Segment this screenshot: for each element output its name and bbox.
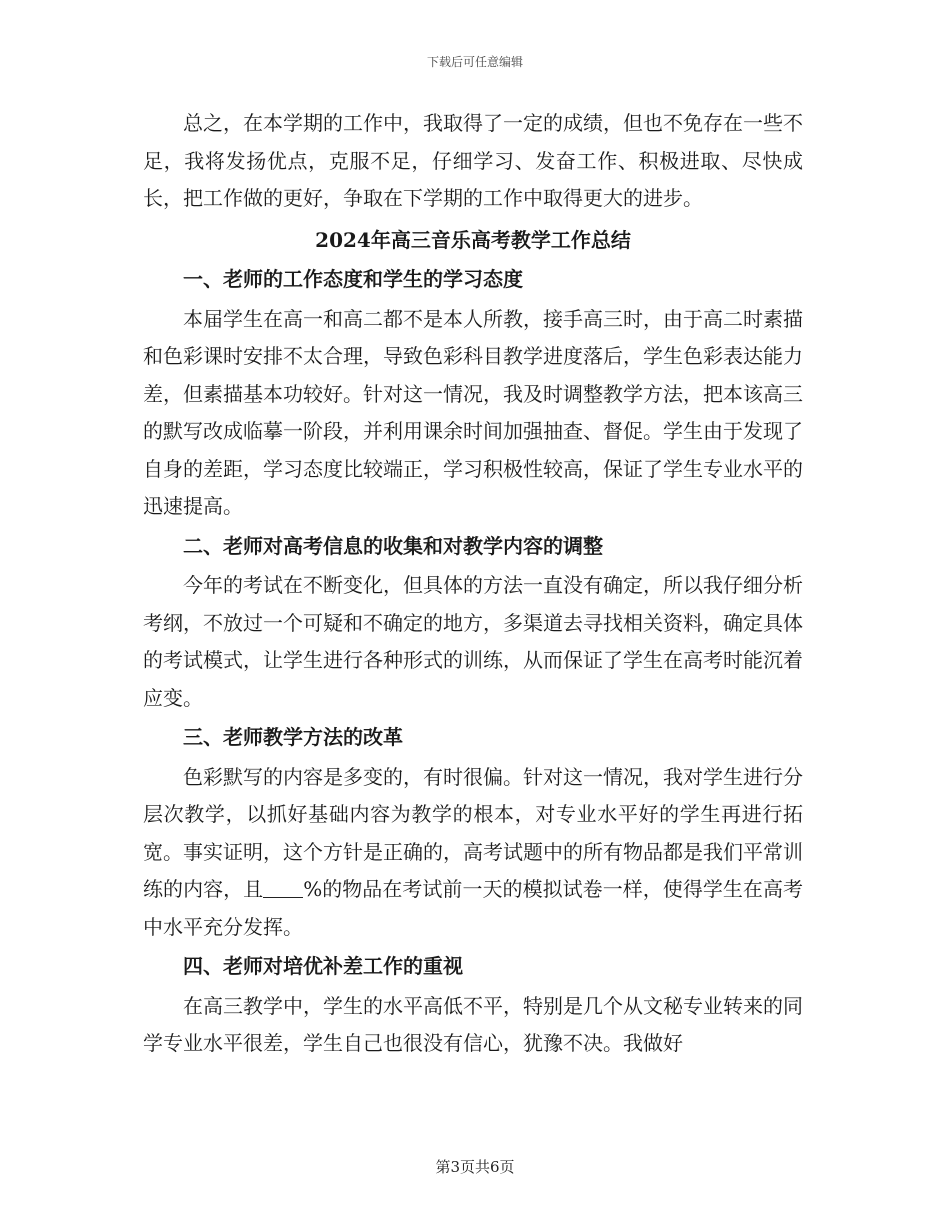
page-header: 下载后可任意编辑 xyxy=(426,55,523,69)
page-footer: 第3页共6页 xyxy=(435,1158,515,1176)
paragraph-section-4: 在高三教学中，学生的水平高低不平，特别是几个从文秘专业转来的同学专业水平很差，学生自己也很没有信心，犹豫不决。我做好 xyxy=(143,993,803,1055)
section-heading-4: 四、老师对培优补差工作的重视 xyxy=(183,954,463,978)
paragraph-section-3-part-b: %的物品在考试前一天的模拟试卷一样，使得学生在高考中水平充分发挥。 xyxy=(143,877,803,939)
paragraph-conclusion: 总之，在本学期的工作中，我取得了一定的成绩，但也不免存在一些不足，我将发扬优点，克服不足，仔细学习、发奋工作、积极进取、尽快成长，把工作做的更好，争取在下学期的工作中取得更大的进步。 xyxy=(143,111,803,210)
section-heading-3: 三、老师教学方法的改革 xyxy=(183,725,403,749)
section-heading-2: 二、老师对高考信息的收集和对教学内容的调整 xyxy=(183,533,603,558)
paragraph-section-1: 本届学生在高一和高二都不是本人所教，接手高三时，由于高二时素描和色彩课时安排不太合理，导致色彩科目教学进度落后，学生色彩表达能力差，但素描基本功较好。针对这一情况，我及时调整教学方法，把本该高三的默写改成临摹一阶段，并利用课余时间加强抽查、督促。学生由于发现了自身的差距，学习态度比较端正，学习积极性较高，保证了学生专业水平的迅速提高。 xyxy=(143,306,803,518)
paragraph-section-2: 今年的考试在不断变化，但具体的方法一直没有确定，所以我仔细分析考纲，不放过一个可疑和不确定的地方，多渠道去寻找相关资料，确定具体的考试模式，让学生进行各种形式的训练，从而保证了学生在高考时能沉着应变。 xyxy=(143,573,803,710)
document-title: 2024年高三音乐高考教学工作总结 xyxy=(315,227,631,252)
paragraph-section-3 xyxy=(143,759,803,947)
document-body xyxy=(143,105,803,1063)
fill-in-blank xyxy=(263,879,303,898)
section-heading-1: 一、老师的工作态度和学生的学习态度 xyxy=(183,267,523,291)
paragraph-section-3-part-a: 色彩默写的内容是多变的，有时很偏。针对这一情况，我对学生进行分层次教学，以抓好基础内容为教学的根本，对专业水平好的学生再进行拓宽。事实证明，这个方针是正确的，高考试题中的所有物品都是我们平常训练的内容，且 xyxy=(143,764,803,901)
